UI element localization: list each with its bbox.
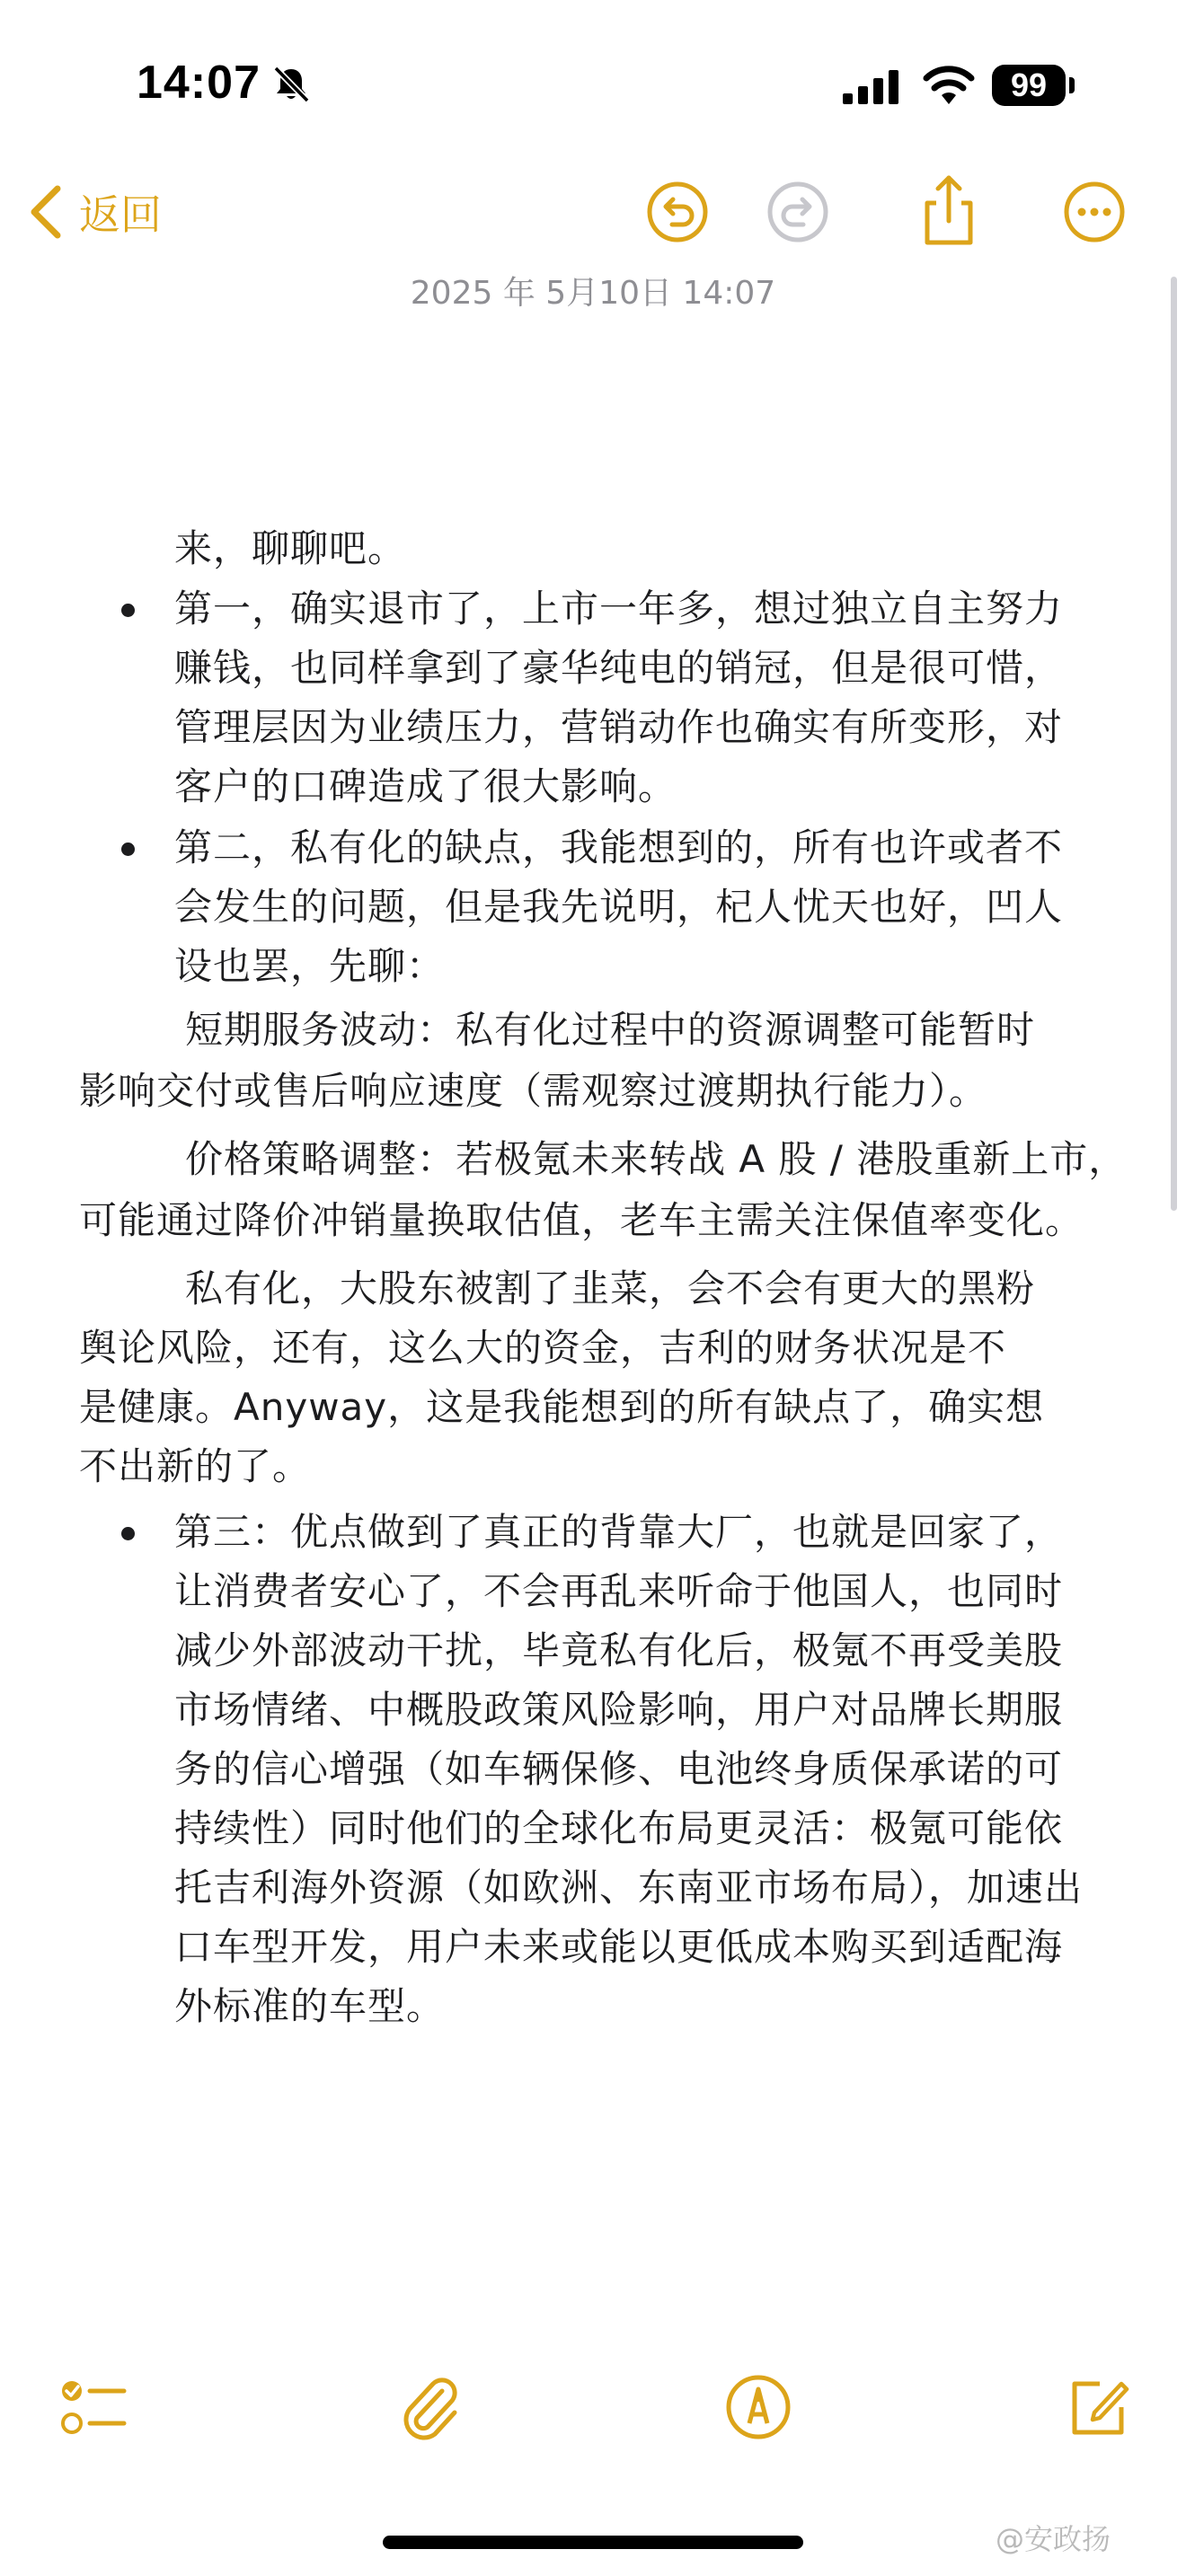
- watermark: @安政扬: [996, 2522, 1111, 2556]
- note-line: 管理层因为业绩压力，营销动作也确实有所变形，对: [174, 705, 1064, 749]
- note-line: 托吉利海外资源（如欧洲、东南亚市场布局），加速出: [174, 1866, 1084, 1910]
- markup-pen-icon[interactable]: [722, 2371, 794, 2443]
- redo-icon[interactable]: [766, 180, 830, 244]
- undo-icon[interactable]: [645, 180, 710, 244]
- compose-icon[interactable]: [1062, 2371, 1134, 2443]
- back-chevron-icon: [27, 183, 66, 241]
- bullet-dot: [121, 604, 135, 617]
- back-button[interactable]: [27, 176, 162, 248]
- home-indicator[interactable]: [383, 2536, 803, 2549]
- battery-icon: 99: [992, 65, 1066, 106]
- battery-nub: [1069, 77, 1075, 93]
- note-line: 客户的口碑造成了很大影响。: [174, 764, 677, 808]
- scrollbar[interactable]: [1171, 277, 1177, 1211]
- note-line: 可能通过降价冲销量换取估值，老车主需关注保值率变化。: [79, 1198, 1084, 1242]
- checklist-icon[interactable]: [58, 2371, 129, 2443]
- note-line: 第一，确实退市了，上市一年多，想过独立自主努力: [174, 587, 1064, 631]
- note-line: 市场情绪、中概股政策风险影响，用户对品牌长期服: [174, 1688, 1064, 1732]
- wifi-icon: [922, 65, 976, 106]
- bullet-dot: [121, 1527, 135, 1540]
- back-label: 返回: [79, 190, 162, 239]
- paperclip-icon[interactable]: [395, 2371, 467, 2443]
- note-line: 口车型开发，用户未来或能以更低成本购买到适配海: [174, 1925, 1064, 1969]
- note-line: 赚钱，也同样拿到了豪华纯电的销冠，但是很可惜，: [174, 646, 1064, 690]
- note-line: 减少外部波动干扰，毕竟私有化后，极氪不再受美股: [174, 1628, 1064, 1672]
- note-line: 价格策略调整：若极氪未来转战 A 股 / 港股重新上市，: [185, 1137, 1128, 1181]
- note-line: 让消费者安心了，不会再乱来听命于他国人，也同时: [174, 1569, 1064, 1613]
- note-line: 影响交付或售后响应速度（需观察过渡期执行能力）。: [79, 1069, 988, 1113]
- note-line: 会发生的问题，但是我先说明，杞人忧天也好，凹人: [174, 885, 1064, 929]
- note-line: 来，聊聊吧。: [174, 526, 407, 570]
- bell-slash-icon: [271, 65, 311, 104]
- note-line: 舆论风险，还有，这么大的资金，吉利的财务状况是不: [79, 1326, 1007, 1370]
- bullet-dot: [121, 842, 135, 856]
- more-icon[interactable]: [1062, 180, 1127, 244]
- note-line: 私有化，大股东被割了韭菜，会不会有更大的黑粉: [185, 1266, 1036, 1310]
- note-line: 第二，私有化的缺点，我能想到的，所有也许或者不: [174, 825, 1064, 869]
- note-line: 第三：优点做到了真正的背靠大厂，也就是回家了，: [174, 1510, 1064, 1554]
- note-line: 短期服务波动：私有化过程中的资源调整可能暂时: [185, 1008, 1036, 1052]
- status-time: 14:07: [137, 57, 261, 109]
- share-icon[interactable]: [916, 172, 981, 248]
- cellular-signal-icon: [841, 68, 902, 106]
- note-line: 务的信心增强（如车辆保修、电池终身质保承诺的可: [174, 1747, 1064, 1791]
- note-line: 设也罢，先聊：: [174, 944, 446, 988]
- note-line: 外标准的车型。: [174, 1984, 446, 2028]
- note-line: 持续性）同时他们的全球化布局更灵活：极氪可能依: [174, 1806, 1064, 1850]
- note-line: 不出新的了。: [79, 1444, 312, 1488]
- note-line: 是健康。Anyway，这是我能想到的所有缺点了，确实想: [79, 1385, 1045, 1429]
- note-date: 2025 年 5月10日 14:07: [410, 275, 776, 312]
